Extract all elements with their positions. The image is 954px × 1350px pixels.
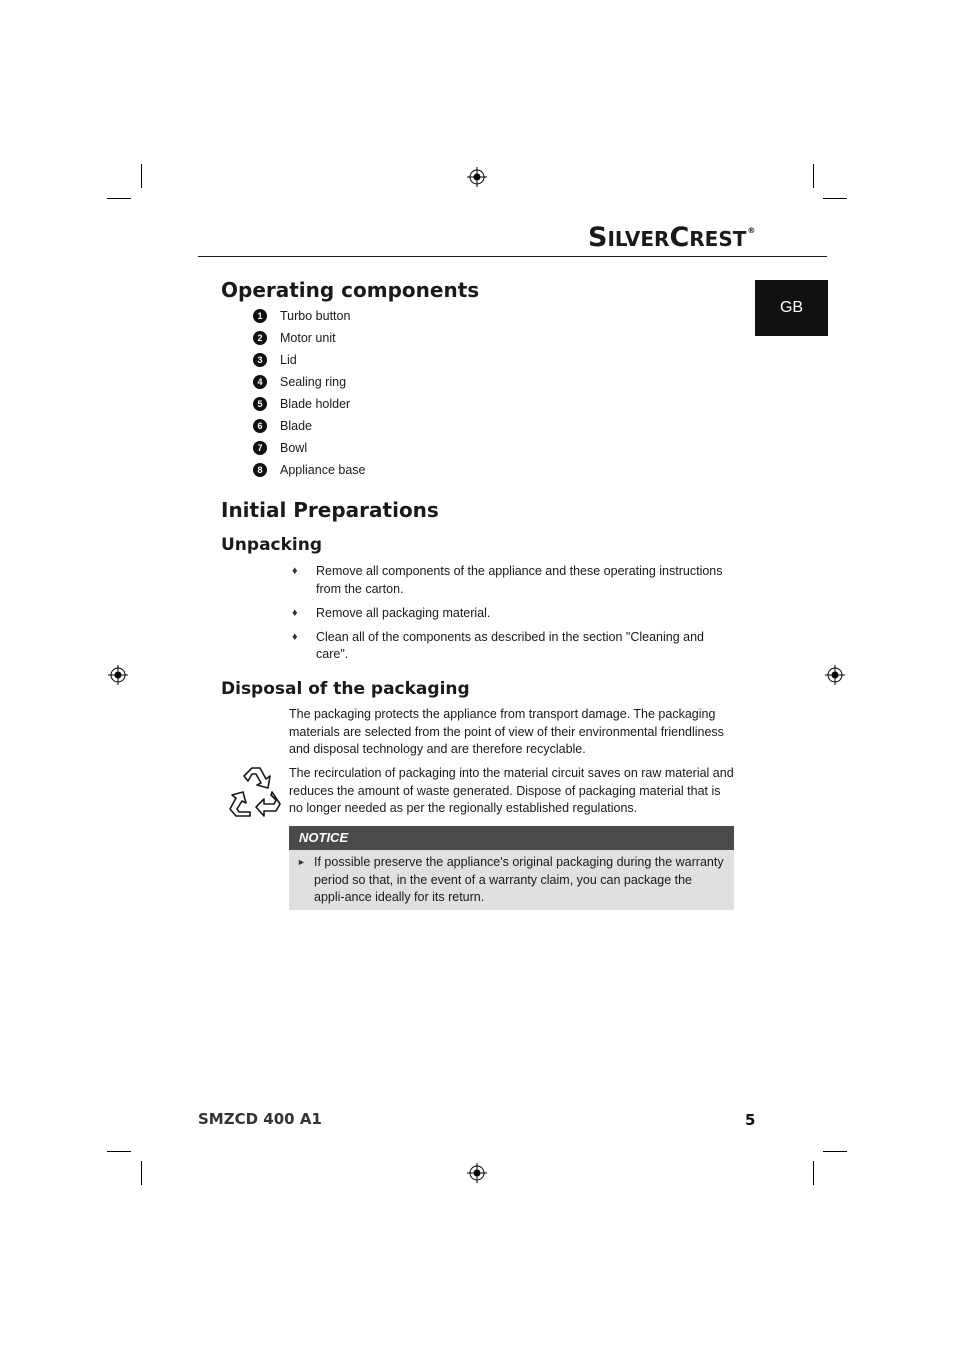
list-item: 1 Turbo button — [253, 305, 365, 327]
list-item: ♦ Remove all components of the appliance and these operating instructions from the carton. — [292, 563, 732, 598]
crop-mark — [141, 1161, 142, 1185]
notice-text: If possible preserve the appliance's original packaging during the warranty period so that, in the event of a warranty claim, you can package the appli-ance ideally for its return. — [314, 855, 724, 904]
list-item: 4 Sealing ring — [253, 371, 365, 393]
registration-mark-icon — [825, 665, 845, 685]
registration-mark-icon — [467, 167, 487, 187]
crop-mark — [141, 164, 142, 188]
registration-mark-icon — [108, 665, 128, 685]
list-item: 3 Lid — [253, 349, 365, 371]
section-title-initial-preparations: Initial Preparations — [221, 498, 439, 522]
crop-mark — [823, 198, 847, 199]
number-badge: 7 — [253, 441, 267, 455]
number-badge: 6 — [253, 419, 267, 433]
number-badge: 2 — [253, 331, 267, 345]
section-title-operating-components: Operating components — [221, 278, 480, 302]
crop-mark — [823, 1151, 847, 1152]
diamond-bullet-icon: ♦ — [292, 630, 298, 643]
language-tab: GB — [755, 280, 828, 336]
number-badge: 8 — [253, 463, 267, 477]
number-badge: 1 — [253, 309, 267, 323]
notice-box — [289, 826, 734, 910]
brand-logo: SILVERCREST® — [588, 222, 756, 253]
notice-body — [289, 850, 734, 910]
diamond-bullet-icon: ♦ — [292, 606, 298, 619]
crop-mark — [813, 164, 814, 188]
list-item: 6 Blade — [253, 415, 365, 437]
triangle-right-icon: ► — [297, 857, 306, 867]
list-item: ♦ Remove all packaging material. — [292, 605, 732, 623]
footer-model: SMZCD 400 A1 — [198, 1110, 322, 1128]
list-item: 8 Appliance base — [253, 459, 365, 481]
disposal-paragraph-2: The recirculation of packaging into the material circuit saves on raw material and reduces the amount of waste generated. Dispose of packaging material that is no longer needed as per the regionally established regulations. — [289, 766, 734, 815]
crop-mark — [813, 1161, 814, 1185]
number-badge: 3 — [253, 353, 267, 367]
number-badge: 4 — [253, 375, 267, 389]
recycle-icon — [226, 766, 284, 822]
list-item: ♦ Clean all of the components as described in the section "Cleaning and care". — [292, 629, 732, 664]
crop-mark — [107, 198, 131, 199]
disposal-paragraph-1: The packaging protects the appliance from transport damage. The packaging materials are selected from the point of view of their environmental friendliness and disposal technology and are therefore recyclable. — [289, 707, 724, 756]
number-badge: 5 — [253, 397, 267, 411]
diamond-bullet-icon: ♦ — [292, 565, 298, 577]
header-rule — [198, 256, 827, 257]
subsection-title-unpacking: Unpacking — [221, 535, 323, 555]
registration-mark-icon — [467, 1163, 487, 1183]
list-item: 5 Blade holder — [253, 393, 365, 415]
list-item: 2 Motor unit — [253, 327, 365, 349]
list-item: 7 Bowl — [253, 437, 365, 459]
page-number: 5 — [745, 1111, 756, 1129]
unpacking-bullet-list — [292, 563, 732, 670]
subsection-title-disposal: Disposal of the packaging — [221, 679, 470, 699]
components-list — [253, 305, 365, 481]
crop-mark — [107, 1151, 131, 1152]
notice-heading: NOTICE — [289, 826, 734, 850]
